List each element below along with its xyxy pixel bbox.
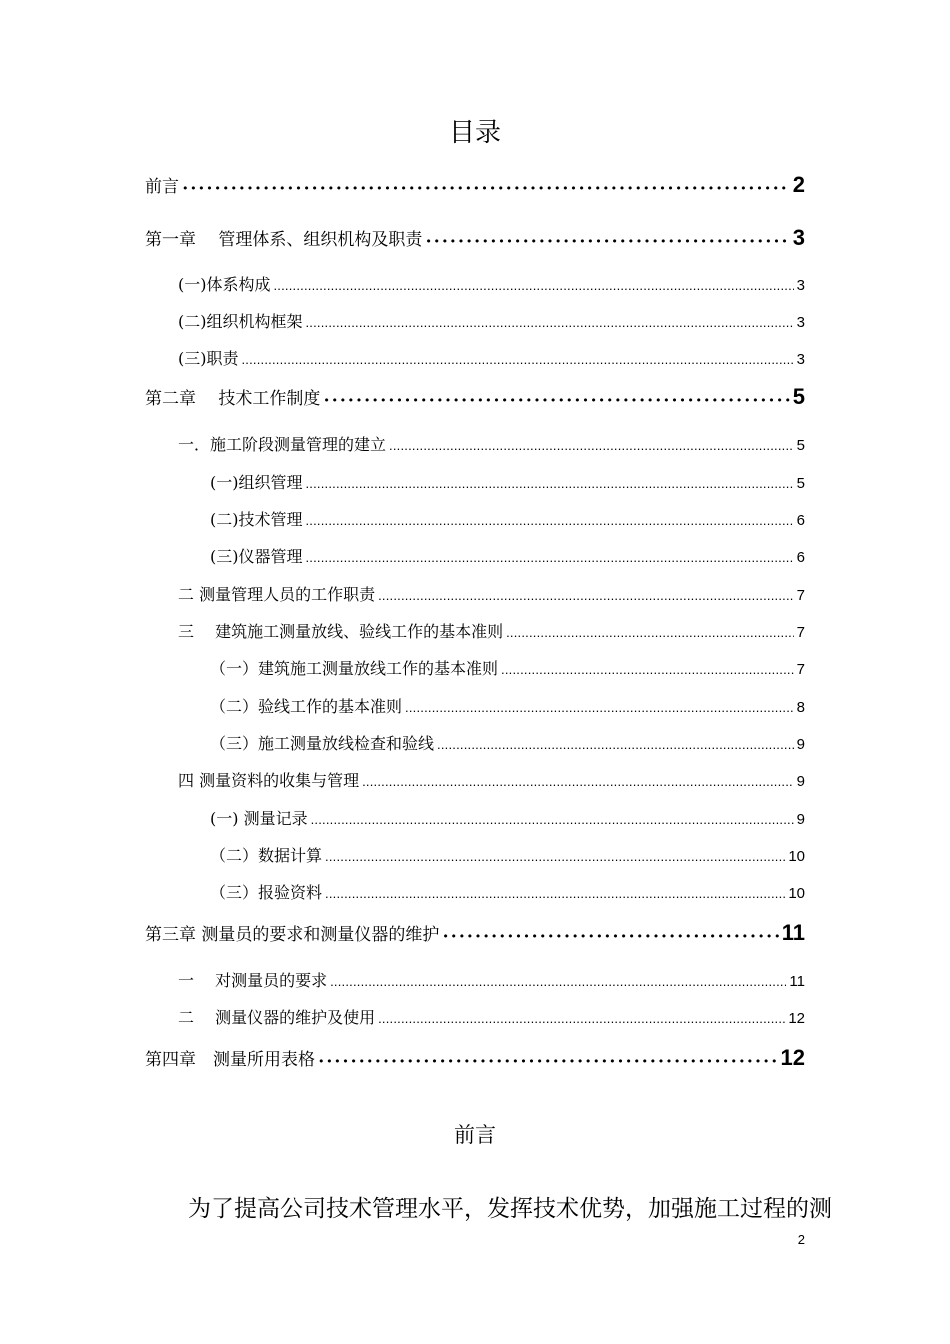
toc-leader-dots [325, 846, 785, 865]
toc-entry-label: （三）施工测量放线检查和验线 [210, 734, 435, 753]
toc-entry-2-4-1[interactable] [210, 806, 805, 829]
toc-leader-dots [274, 275, 794, 294]
toc-entry-page: 12 [780, 1045, 805, 1070]
toc-entry-page: 7 [796, 624, 805, 641]
toc-entry-2-3-3[interactable] [210, 731, 805, 754]
toc-entry-label: 第三章 测量员的要求和测量仪器的维护 [145, 925, 440, 945]
toc-leader-dots [442, 925, 778, 945]
toc-entry-page: 7 [796, 661, 805, 678]
toc-entry-page: 5 [792, 384, 805, 409]
toc-entry-label: (二)组织机构框架 [178, 312, 303, 331]
toc-entry-label: 第一章 管理体系、组织机构及职责 [145, 230, 423, 250]
toc-leader-dots [389, 435, 794, 454]
toc-entry-label: （三）报验资料 [210, 883, 323, 902]
toc-leader-dots [325, 883, 785, 902]
toc-entry-page: 7 [796, 587, 805, 604]
toc-entry-chapter-3[interactable] [145, 920, 805, 946]
toc-entry-label: (三)职责 [178, 349, 239, 368]
toc-entry-page: 9 [796, 811, 805, 828]
toc-leader-dots [425, 230, 789, 250]
toc-entry-page: 6 [796, 549, 805, 566]
toc-entry-2-1-1[interactable] [210, 470, 805, 493]
toc-entry-1-3[interactable] [178, 346, 805, 369]
toc-entry-chapter-4[interactable] [145, 1045, 805, 1071]
toc-entry-label: 前言 [145, 177, 179, 197]
toc-entry-3-1[interactable] [178, 968, 805, 991]
toc-entry-label: 三 建筑施工测量放线、验线工作的基本准则 [178, 622, 504, 641]
toc-entry-chapter-2[interactable] [145, 384, 805, 410]
toc-entry-preface[interactable] [145, 172, 805, 198]
toc-entry-page: 12 [788, 1010, 805, 1027]
toc-entry-label: (三)仪器管理 [210, 547, 303, 566]
toc-entry-label: 一．施工阶段测量管理的建立 [178, 435, 387, 454]
toc-entry-label: 第二章 技术工作制度 [145, 389, 321, 409]
toc-entry-label: 二 测量管理人员的工作职责 [178, 585, 376, 604]
toc-entry-label: (一)体系构成 [178, 275, 271, 294]
toc-entry-chapter-1[interactable] [145, 225, 805, 251]
toc-entry-label: 四 测量资料的收集与管理 [178, 771, 360, 790]
toc-leader-dots [242, 349, 794, 368]
toc-entry-3-2[interactable] [178, 1005, 805, 1028]
toc-leader-dots [501, 659, 794, 678]
toc-entry-label: （二）验线工作的基本准则 [210, 697, 403, 716]
toc-entry-label: （一）建筑施工测量放线工作的基本准则 [210, 659, 499, 678]
toc-entry-page: 3 [796, 351, 805, 368]
toc-entry-label: （二）数据计算 [210, 846, 323, 865]
section-heading-preface: 前言 [454, 1123, 496, 1147]
toc-leader-dots [323, 389, 789, 409]
toc-leader-dots [318, 1050, 778, 1070]
toc-entry-label: 第四章 测量所用表格 [145, 1050, 315, 1070]
toc-entry-page: 9 [796, 736, 805, 753]
toc-leader-dots [306, 473, 794, 492]
toc-entry-label: (一) 测量记录 [210, 809, 308, 828]
toc-entry-2-3-1[interactable] [210, 656, 805, 679]
toc-entry-2-3[interactable] [178, 619, 805, 642]
toc-entry-2-1-3[interactable] [210, 544, 805, 567]
toc-entry-page: 11 [789, 973, 805, 990]
toc-leader-dots [405, 697, 794, 716]
toc-entry-page: 5 [796, 437, 805, 454]
toc-leader-dots [306, 510, 794, 529]
toc-leader-dots [306, 547, 794, 566]
toc-entry-page: 10 [788, 848, 805, 865]
toc-entry-2-2[interactable] [178, 582, 805, 605]
toc-entry-label: (一)组织管理 [210, 473, 303, 492]
toc-entry-page: 3 [796, 277, 805, 294]
toc-title: 目录 [448, 118, 501, 148]
toc-leader-dots [311, 809, 794, 828]
toc-entry-2-1-2[interactable] [210, 507, 805, 530]
toc-leader-dots [378, 585, 794, 604]
toc-entry-label: (二)技术管理 [210, 510, 303, 529]
toc-entry-page: 11 [781, 920, 805, 945]
toc-entry-2-4-3[interactable] [210, 880, 805, 903]
toc-entry-page: 3 [796, 314, 805, 331]
toc-entry-page: 2 [792, 172, 805, 197]
toc-entry-page: 6 [796, 512, 805, 529]
body-paragraph: 为了提高公司技术管理水平，发挥技术优势，加强施工过程的测 [188, 1196, 832, 1222]
toc-entry-page: 3 [792, 225, 805, 250]
toc-leader-dots [330, 971, 786, 990]
toc-leader-dots [378, 1008, 785, 1027]
toc-entry-1-1[interactable] [178, 272, 805, 295]
toc-entry-page: 9 [796, 773, 805, 790]
toc-leader-dots [437, 734, 794, 753]
toc-leader-dots [306, 312, 794, 331]
toc-entry-1-2[interactable] [178, 309, 805, 332]
toc-entry-label: 二 测量仪器的维护及使用 [178, 1008, 376, 1027]
toc-leader-dots [506, 622, 794, 641]
toc-entry-label: 一 对测量员的要求 [178, 971, 328, 990]
toc-leader-dots [182, 177, 790, 197]
toc-leader-dots [362, 771, 794, 790]
page-number: 2 [797, 1232, 805, 1247]
toc-entry-2-4[interactable] [178, 768, 805, 791]
toc-entry-2-1[interactable] [178, 432, 805, 455]
toc-entry-2-4-2[interactable] [210, 843, 805, 866]
toc-entry-page: 10 [788, 885, 805, 902]
toc-entry-page: 8 [796, 699, 805, 716]
toc-entry-2-3-2[interactable] [210, 694, 805, 717]
toc-entry-page: 5 [796, 475, 805, 492]
